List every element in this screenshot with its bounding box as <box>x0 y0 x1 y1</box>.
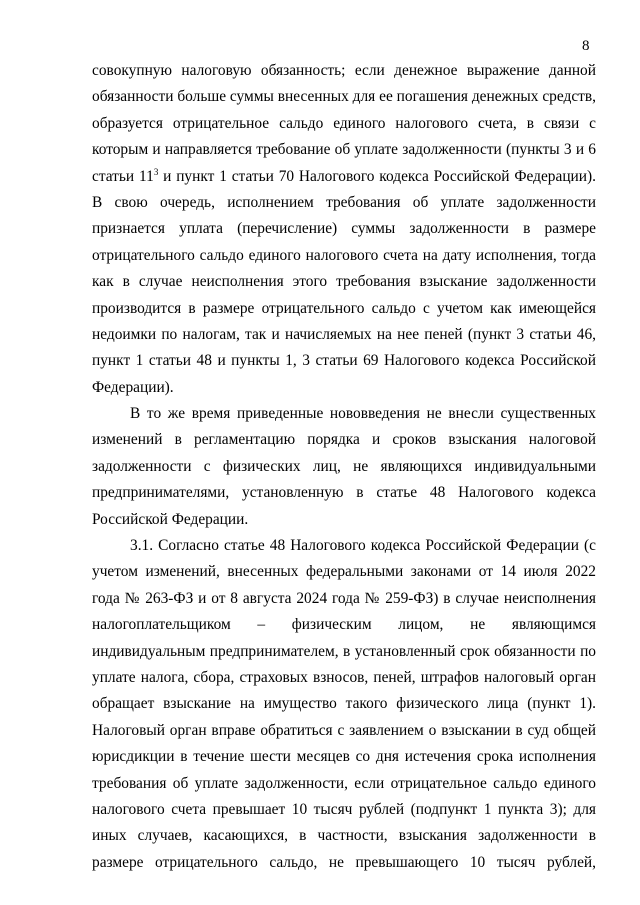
text-line: отрицательного сальдо единого налогового счета на дату исполнения, тогда <box>92 246 596 264</box>
superscript: 3 <box>153 166 159 177</box>
text-line: налогоплательщиком – физическим лицом, не являющимся <box>92 616 596 634</box>
text-line: юрисдикции в течение шести месяцев со дня истечения срока исполнения <box>92 748 596 766</box>
text-line: требования об уплате задолженности, если отрицательное сальдо единого <box>92 774 596 792</box>
text-line: учетом изменений, внесенных федеральными законами от 14 июля 2022 <box>92 563 596 581</box>
text-line: года № 263-ФЗ и от 8 августа 2024 года № 259-ФЗ) в случае неисполнения <box>92 589 596 607</box>
text-line: совокупную налоговую обязанность; если денежное выражение данной <box>92 62 596 79</box>
text-line: статьи $11^3$ и пункт 1 статьи 70 Налогового кодекса Российской Федерации). <box>92 166 597 185</box>
text-line: иных случаев, касающихся, в частности, взыскания задолженности в <box>92 827 596 845</box>
text-line: задолженности с физических лиц, не являющихся индивидуальными <box>92 457 596 475</box>
text-line: 3.1. Согласно статье 48 Налогового кодекса Российской Федерации (с <box>130 537 596 555</box>
text-line: Федерации). <box>92 378 174 396</box>
page-number: 8 <box>582 38 590 54</box>
paragraph <box>92 58 596 401</box>
paragraph <box>92 533 596 876</box>
document-body <box>92 58 596 876</box>
text-line: изменений в регламентацию порядка и сроков взыскания налоговой <box>92 431 596 449</box>
text-line: предпринимателями, установленную в статье 48 Налогового кодекса <box>92 484 596 502</box>
text-line: обращает взыскание на имущество такого физического лица (пункт 1). <box>92 695 596 713</box>
text-line: производится в размере отрицательного сальдо с учетом как имеющейся <box>92 299 596 317</box>
text-line: которым и направляется требование об уплате задолженности (пункты 3 и 6 <box>92 141 596 159</box>
text-line: В свою очередь, исполнением требования об уплате задолженности <box>92 193 596 211</box>
text-line: В то же время приведенные нововведения не внесли существенных <box>130 405 596 423</box>
text-line: пункт 1 статьи 48 и пункты 1, 3 статьи 69 Налогового кодекса Российской <box>92 352 596 370</box>
text-line: размере отрицательного сальдо, не превышающего 10 тысяч рублей, <box>92 853 596 871</box>
text-line: налогового счета превышает 10 тысяч рублей (подпункт 1 пункта 3); для <box>92 800 596 818</box>
text-line: индивидуальным предпринимателем, в установленный срок обязанности по <box>92 642 596 660</box>
text-line: Российской Федерации. <box>92 510 249 528</box>
paragraph <box>92 401 596 533</box>
text-line: обязанности больше суммы внесенных для ее погашения денежных средств, <box>92 88 596 106</box>
text-line: недоимки по налогам, так и начисляемых на нее пеней (пункт 3 статьи 46, <box>92 325 596 343</box>
text-line: Налоговый орган вправе обратиться с заявлением о взыскании в суд общей <box>92 721 596 739</box>
text-line: признается уплата (перечисление) суммы задолженности в размере <box>92 220 596 238</box>
text-line: образуется отрицательное сальдо единого налогового счета, в связи с <box>92 114 596 132</box>
text-line: как в случае неисполнения этого требования взыскание задолженности <box>92 273 596 291</box>
text-line: уплате налога, сбора, страховых взносов, пеней, штрафов налоговый орган <box>92 668 596 686</box>
